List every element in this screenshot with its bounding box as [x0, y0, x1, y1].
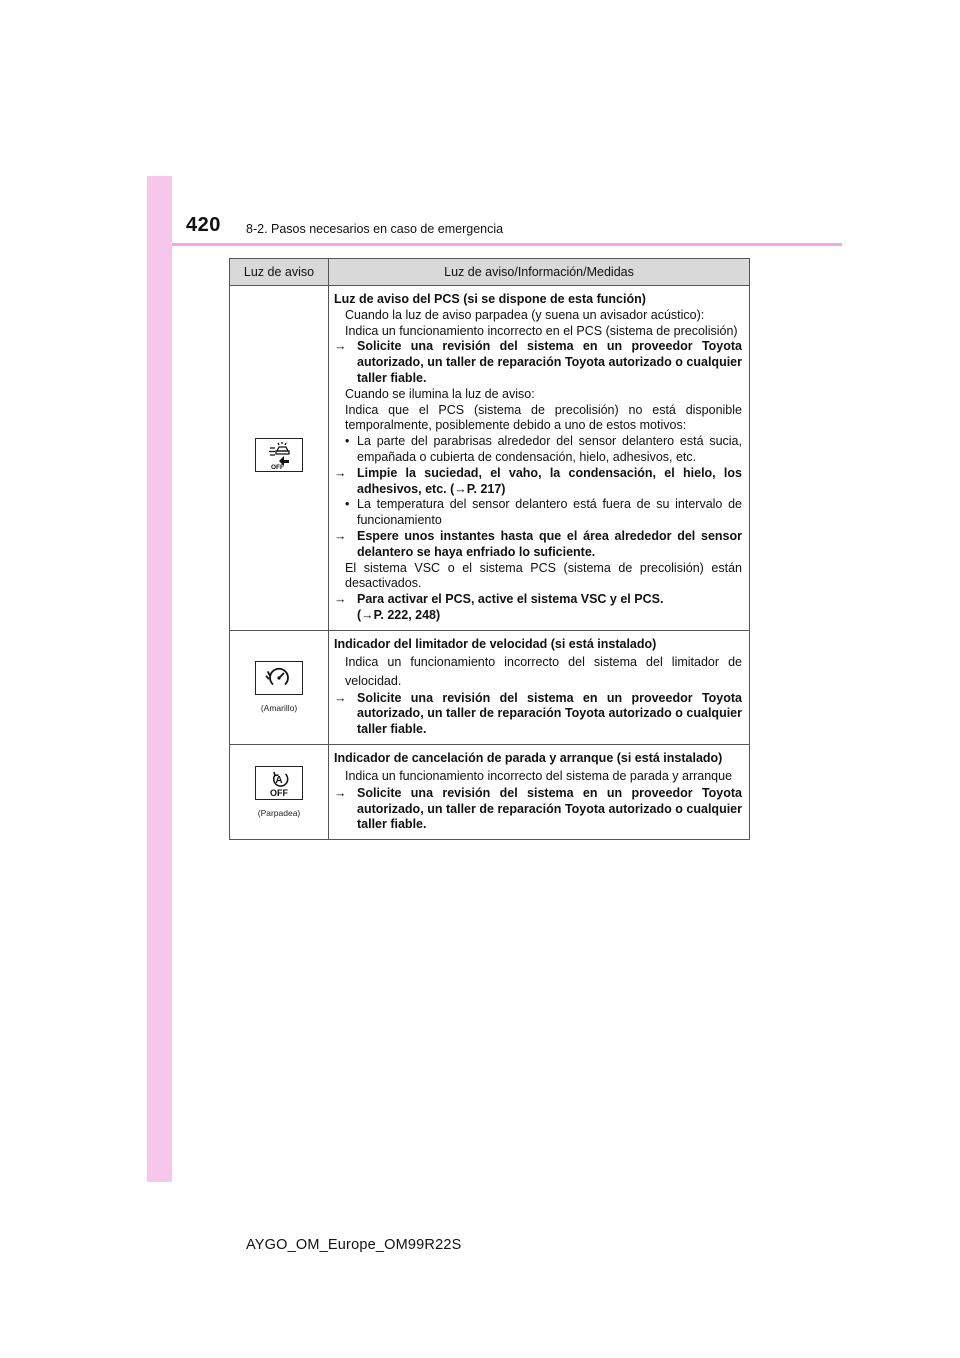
text-line: Cuando la luz de aviso parpadea (y suena un avisador acústico): — [345, 307, 705, 322]
page-reference-link[interactable]: P. 217) — [466, 481, 506, 496]
row-heading: Luz de aviso del PCS (si se dispone de esta función) — [334, 292, 646, 306]
stop-start-off-icon — [255, 766, 303, 800]
icon-caption: (Parpadea) — [257, 808, 301, 819]
icon-caption: (Amarillo) — [260, 703, 298, 714]
info-cell — [329, 630, 750, 744]
column-header-info: Luz de aviso/Información/Medidas — [329, 259, 750, 286]
document-code: AYGO_OM_Europe_OM99R22S — [246, 1237, 462, 1253]
action-line: → Espere unos instantes hasta que el área alrededor del sensor delantero se haya enfriado lo suficiente. — [334, 528, 742, 559]
action-line: → Para activar el PCS, active el sistema VSC y el PCS. (→P. 222, 248) — [334, 592, 664, 622]
bullet-icon: • — [345, 497, 350, 512]
page-reference-link[interactable]: P. 222, 248) — [373, 607, 441, 622]
svg-text:OFF: OFF — [271, 464, 284, 472]
arrow-icon: → — [334, 690, 347, 705]
arrow-icon: → — [454, 481, 467, 496]
warning-light-table — [229, 258, 750, 840]
arrow-icon: → — [334, 465, 347, 480]
action-line: → Limpie la suciedad, el vaho, la condensación, el hielo, los adhesivos, etc. (→P. 217) — [334, 465, 742, 496]
text-line: Indica que el PCS (sistema de precolisión) no está disponible temporalmente, posiblemente debido a uno de estos motivos: — [345, 402, 742, 433]
table-row — [230, 630, 750, 744]
page-number: 420 — [186, 214, 221, 236]
pcs-warning-icon — [255, 438, 303, 472]
arrow-icon: → — [334, 785, 347, 800]
arrow-icon: → — [334, 592, 347, 607]
row-heading: Indicador del limitador de velocidad (si está instalado) — [334, 636, 657, 651]
column-header-warning-light: Luz de aviso — [230, 259, 329, 286]
side-tab-band — [147, 176, 172, 1182]
info-cell — [329, 744, 750, 839]
action-line: → Solicite una revisión del sistema en un proveedor Toyota autorizado, un taller de reparación Toyota autorizado o cualquier taller fiable. — [334, 785, 742, 832]
icon-label: OFF — [270, 788, 288, 799]
text-line: Indica un funcionamiento incorrecto del sistema del limitador de velocidad. — [345, 654, 742, 688]
table-row — [230, 744, 750, 839]
arrow-icon: → — [361, 607, 374, 622]
speed-limiter-icon — [255, 661, 303, 695]
arrow-icon: → — [334, 339, 347, 354]
action-line: → Solicite una revisión del sistema en un proveedor Toyota autorizado, un taller de reparación Toyota autorizado o cualquier taller fiable. — [334, 339, 742, 385]
arrow-icon: → — [334, 528, 347, 543]
table-row — [230, 286, 750, 631]
svg-text:A: A — [275, 775, 283, 787]
text-line: El sistema VSC o el sistema PCS (sistema de precolisión) están desactivados. — [345, 560, 742, 591]
text-line: Cuando se ilumina la luz de aviso: — [345, 386, 535, 401]
info-cell — [329, 286, 750, 631]
bullet-icon: • — [345, 434, 350, 449]
bullet-item: • La temperatura del sensor delantero está fuera de su intervalo de funcionamiento — [345, 497, 742, 528]
header-divider — [172, 243, 842, 246]
bullet-item: • La parte del parabrisas alrededor del sensor delantero está sucia, empañada o cubierta de condensación, hielo, adhesivos, etc. — [345, 434, 742, 464]
text-line: Indica un funcionamiento incorrecto del sistema de parada y arranque — [345, 768, 733, 783]
text-line: Indica un funcionamiento incorrecto en el PCS (sistema de precolisión) — [345, 323, 738, 338]
icon-cell — [230, 630, 329, 744]
table-header-row — [230, 259, 750, 286]
icon-cell — [230, 744, 329, 839]
icon-cell — [230, 286, 329, 631]
section-title: 8-2. Pasos necesarios en caso de emergencia — [246, 222, 504, 236]
row-heading: Indicador de cancelación de parada y arranque (si está instalado) — [334, 750, 723, 765]
action-line: → Solicite una revisión del sistema en un proveedor Toyota autorizado, un taller de reparación Toyota autorizado o cualquier taller fiable. — [334, 690, 742, 737]
